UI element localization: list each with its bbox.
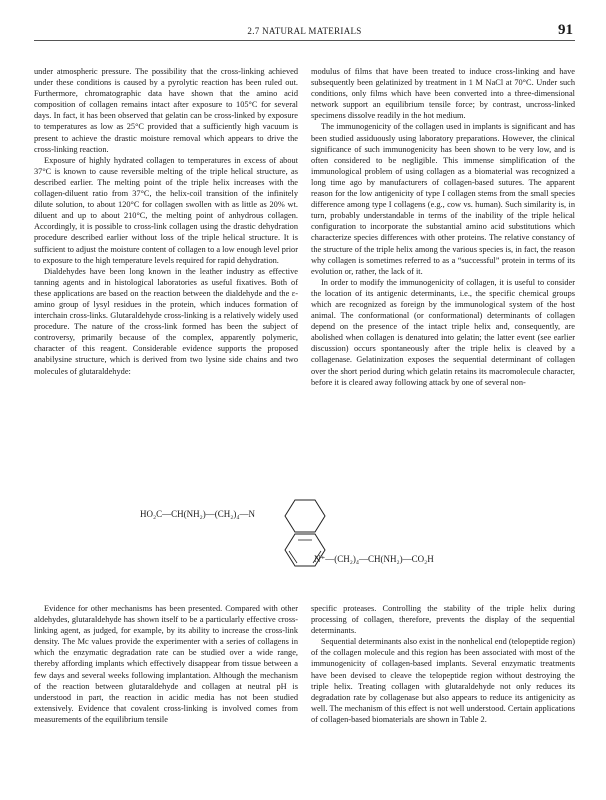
chemical-structure-drawing <box>140 494 460 580</box>
structure-right-label: N⁺—(CH₂)₄—CH(NH₂)—CO₂H <box>314 554 434 564</box>
paragraph: Dialdehydes have been long known in the leather industry as effective tanning agents and in histological laboratories as useful fixatives. Both of these applications are based on the reaction between the dialdehyde and the ε-amino group of lysyl residues in the protein, which induces formation of interchain cross-links. Glutaraldehyde cross-linking is a relatively widely used procedure. The nature of the cross-link formed has been the subject of controversy, primarily because of the complex, apparently polymeric, character of this reagent. Considerable evidence supports the proposed anabilysine structure, which is derived from two lysine side chains and two molecules of glutaraldehyde: <box>34 266 298 376</box>
upper-ring <box>285 500 325 532</box>
paragraph: Evidence for other mechanisms has been presented. Compared with other aldehydes, glutaraldehyde has shown itself to be a particularly effective cross-linking agent, as judged, for example, by its ability to increase the cross-link density. The Mc values provide the experimenter with a series of collagens in which the enzymatic degradation rate can be studied over a wide range, thereby affording implants which effectively disappear from tissue between a few days and several weeks following implantation. Although the mechanism of the reaction between glutaraldehyde and collagen at neutral pH is understood in part, the reaction in acidic media has not been studied extensively. Evidence that covalent cross-linking is involved comes from measurements of the equilibrium tensile <box>34 604 298 724</box>
page-number: 91 <box>558 22 573 38</box>
running-head <box>34 22 575 40</box>
column-top-right <box>311 66 575 388</box>
header-rule <box>34 40 575 41</box>
paragraph: under atmospheric pressure. The possibility that the cross-linking achieved under these conditions is caused by a pyrolytic reaction has been ruled out. Furthermore, chromatographic data have shown that the amino acid composition of collagen remains intact after exposure to 105°C for several days. In fact, it has been observed that gelatin can be cross-linked by exposure to temperatures as low as 25°C provided that a sufficiently high vacuum is present to achieve the drastic moisture removal which appears to drive the cross-linking reaction. <box>34 67 298 154</box>
paragraph: Exposure of highly hydrated collagen to temperatures in excess of about 37°C is known to cause reversible melting of the triple helical structure, as described earlier. The melting point of the triple helix increases with the collagen-diluent ratio from 37°C, the helix-coil transition of the infinitely dilute solution, to about 120°C for collagen swollen with as little as 20% wt. diluent and up to about 210°C, the melting point of anhydrous collagen. Accordingly, it is possible to cross-link collagen using the drastic dehydration procedure described earlier without loss of the triple helical structure. It is sufficient to adjust the moisture content of collagen to a low enough level prior to exposure to the high temperature levels required for rapid dehydration. <box>34 155 298 265</box>
aromatic-bond <box>289 551 297 563</box>
column-top-left <box>34 66 298 377</box>
structure-left-label: HO₂C—CH(NH₂)—(CH₂)₄—N <box>140 509 256 519</box>
anabilysine-structure <box>140 494 460 580</box>
paragraph: The immunogenicity of the collagen used in implants is significant and has been studied assiduously using laboratory preparations. However, the clinical significance of such immunogenicity has been shown to be very low, and is often considered to be negligible. This immense simplification of the immunological problem of using collagen as a biomaterial was recognized a long time ago by manufacturers of collagen-based sutures. The apparent reason for the low antigenicity of type I collagen stems from the small species difference among type I collagens (e.g., cow vs. human). Such similarity is, in turn, probably understandable in terms of the inability of the triple helical configuration to incorporate the substantial amino acid substitutions which characterize species differences with other proteins. The relative constancy of the structure of the triple helix among the various species is, in fact, the reason why collagen is sometimes referred to as a “successful” protein in terms of its evolution or, rather, the lack of it. <box>311 122 575 276</box>
running-title: 2.7 NATURAL MATERIALS <box>247 26 362 36</box>
paragraph: specific proteases. Controlling the stability of the triple helix during processing of collagen, therefore, prevents the display of the sequential determinants. <box>311 604 575 636</box>
paragraph: In order to modify the immunogenicity of collagen, it is useful to consider the location of its antigenic determinants, i.e., the specific chemical groups which are recognized as foreign by the immunological system of the host animal. The conformational (or conformational) determinants of collagen depend on the presence of the intact triple helix and, consequently, are abolished when collagen is denatured into gelatin; the latter event (see earlier discussion) occurs spontaneously after the triple helix is cleaved by a collagenase. Gelatinization exposes the sequential determinant of collagen over the short period during which gelatin retains its macromolecule character, before it is cleared away following attack by one of several non- <box>311 277 575 387</box>
column-bottom-right <box>311 603 575 725</box>
paragraph: Sequential determinants also exist in the nonhelical end (telopeptide region) of the collagen molecule and this region has been associated with most of the immunogenicity of collagen-based implants. Several enzymatic treatments have been devised to cleave the telopeptide region without destroying the triple helix. Treating collagen with glutaraldehyde not only reduces its degradation rate by collagenase but also appears to reduce its antigenicity as well. The mechanism of this effect is not well understood. Certain applications of collagen-based biomaterials are shown in Table 2. <box>311 637 575 724</box>
paragraph: modulus of films that have been treated to induce cross-linking and have subsequently been gelatinized by treatment in 1 M NaCl at 70°C. Under such conditions, only films which have been converted into a three-dimensional network support an equilibrium tensile force; by contrast, uncross-linked specimens dissolve readily in the hot medium. <box>311 67 575 121</box>
column-bottom-left <box>34 603 298 725</box>
